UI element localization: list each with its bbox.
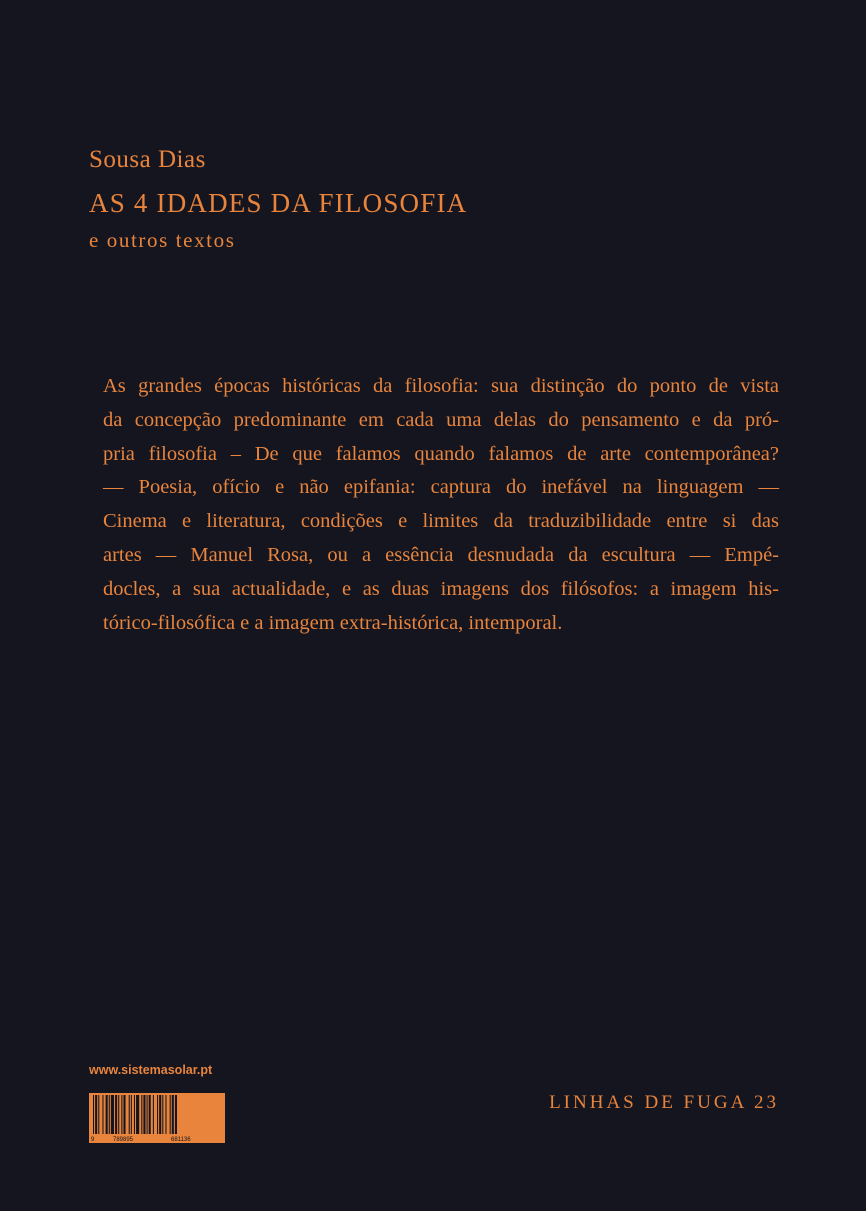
barcode-bar [172, 1095, 174, 1134]
barcode-bar [121, 1095, 122, 1134]
barcode-bar [115, 1095, 117, 1134]
barcode-bar [93, 1095, 94, 1134]
barcode-bar [111, 1095, 114, 1134]
barcode-bar [165, 1095, 166, 1134]
barcode-bar [134, 1095, 135, 1134]
blurb-line: da concepção predominante em cada uma delas do pensamento e da pró- [103, 408, 779, 431]
blurb-line: — Poesia, ofício e não epifania: captura do inefável na linguagem — [103, 476, 779, 499]
barcode-bar [159, 1095, 161, 1134]
barcode-bar [153, 1095, 154, 1134]
barcode-bar [141, 1095, 142, 1134]
author-name: Sousa Dias [89, 146, 206, 173]
barcode-digit-group: 789895 [113, 1137, 134, 1143]
blurb-line: As grandes épocas históricas da filosofia: sua distinção do ponto de vista [103, 375, 779, 397]
blurb-line: pria filosofia – De que falamos quando falamos de arte contemporânea? [103, 442, 779, 465]
barcode-bar [118, 1095, 119, 1134]
blurb-line: docles, a sua actualidade, e as duas imagens dos filósofos: a imagem his- [103, 577, 779, 600]
blurb-line: artes — Manuel Rosa, ou a essência desnudada da escultura — Empé- [103, 543, 779, 566]
barcode-bar [98, 1095, 99, 1134]
barcode-bar [109, 1095, 110, 1134]
barcode-bar [149, 1095, 151, 1134]
blurb-line: tórico-filosófica e a imagem extra-histórica, intemporal. [103, 611, 563, 634]
barcode-bar [102, 1095, 103, 1134]
publisher-website: www.sistemasolar.pt [89, 1063, 213, 1077]
blurb-line: Cinema e literatura, condições e limites da traduzibilidade entre si das [103, 510, 779, 533]
barcode-digit-group: 9 [91, 1137, 95, 1143]
barcode-bar [136, 1095, 139, 1134]
barcode-bar [162, 1095, 163, 1134]
barcode-digit-group: 681136 [171, 1137, 191, 1143]
book-subtitle: e outros textos [89, 228, 236, 252]
barcode-bar [106, 1095, 108, 1134]
barcode-bar [123, 1095, 125, 1134]
series-label: LINHAS DE FUGA 23 [549, 1092, 779, 1113]
barcode-bar [147, 1095, 148, 1134]
barcode-bar [95, 1095, 97, 1134]
barcode-bar [175, 1095, 177, 1134]
barcode-bar [157, 1095, 158, 1134]
barcode-graphic [89, 1093, 225, 1143]
barcode-bar [129, 1095, 130, 1134]
barcode-bar [143, 1095, 145, 1134]
barcode-bar [131, 1095, 132, 1134]
blurb-text [103, 370, 779, 640]
barcode-bar [170, 1095, 171, 1134]
barcode [89, 1093, 225, 1143]
book-title: AS 4 IDADES DA FILOSOFIA [89, 188, 468, 218]
